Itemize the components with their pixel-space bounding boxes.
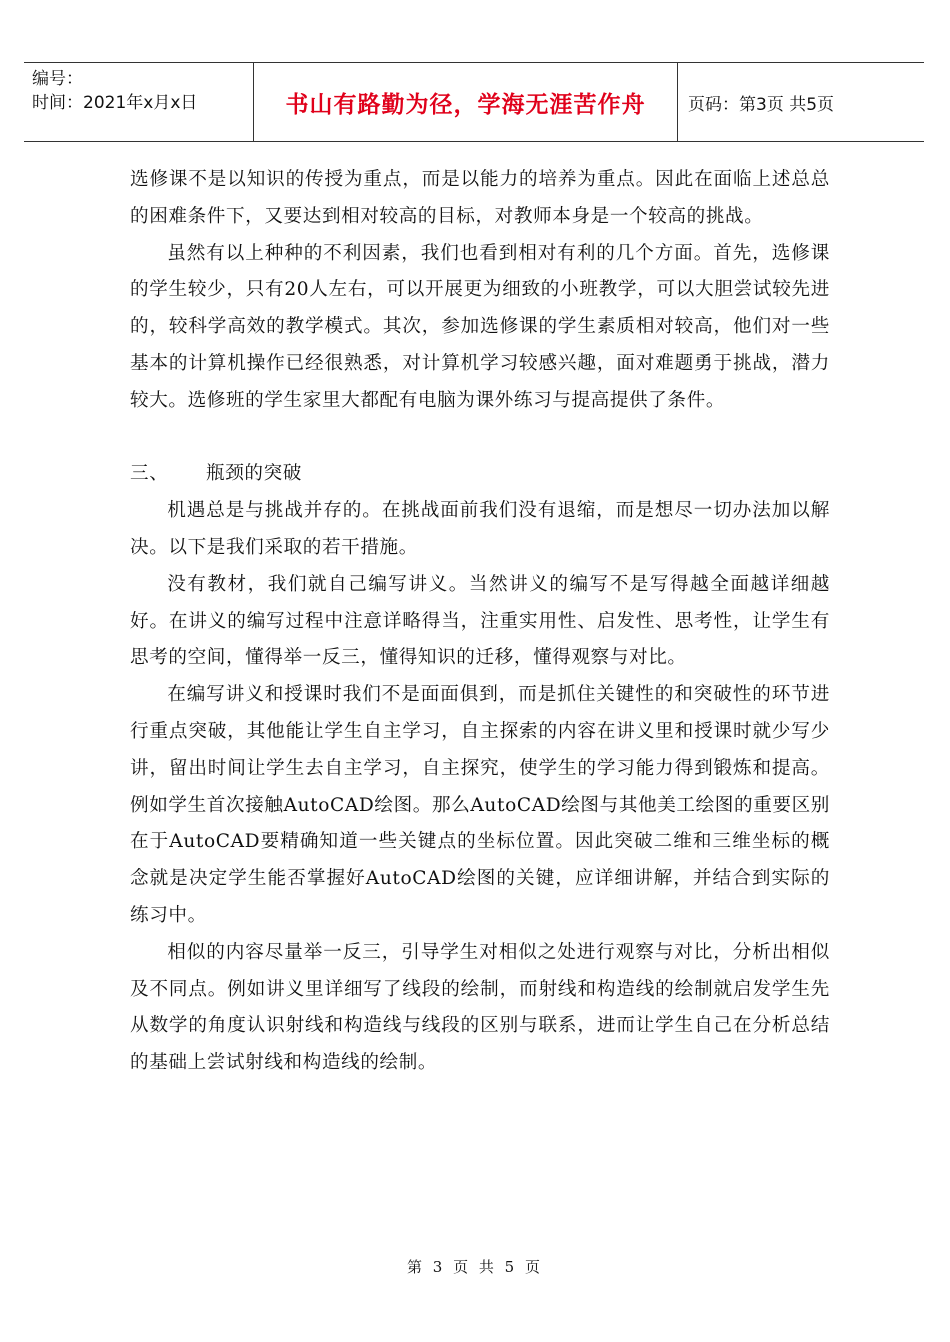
paragraph-4: 没有教材，我们就自己编写讲义。当然讲义的编写不是写得越全面越详细越好。在讲义的编写过程中注意详略得当，注重实用性、启发性、思考性，让学生有思考的空间，懂得举一反三，懂得知识的迁移，懂得观察与对比。 <box>130 573 830 669</box>
paragraph-5: 在编写讲义和授课时我们不是面面俱到，而是抓住关键性的和突破性的环节进行重点突破，其他能让学生自主学习，自主探索的内容在讲义里和授课时就少写少讲，留出时间让学生去自主学习，自主探究，使学生的学习能力得到锻炼和提高。例如学生首次接触AutoCAD绘图。那么AutoCAD绘图与其他美工绘图的重要区别在于AutoCAD要精确知道一些关键点的坐标位置。因此突破二维和三维坐标的概念就是决定学生能否掌握好AutoCAD绘图的关键，应详细讲解，并结合到实际的练习中。 <box>130 684 830 926</box>
paragraph-3: 机遇总是与挑战并存的。在挑战面前我们没有退缩，而是想尽一切办法加以解决。以下是我们采取的若干措施。 <box>130 500 830 558</box>
section-title: 瓶颈的突破 <box>206 463 302 485</box>
page-info-text: 页码：第3页 共5页 <box>688 94 835 115</box>
paragraph-2: 虽然有以上种种的不利因素，我们也看到相对有利的几个方面。首先，选修课的学生较少，只有20人左右，可以开展更为细致的小班教学，可以大胆尝试较先进的，较科学高效的教学模式。其次，参加选修课的学生素质相对较高，他们对一些基本的计算机操作已经很熟悉，对计算机学习较感兴趣，面对难题勇于挑战，潜力较大。选修班的学生家里大都配有电脑为课外练习与提高提供了条件。 <box>130 242 830 411</box>
document-time-label: 时间：2021年x月x日 <box>32 93 198 113</box>
paragraph-1: 选修课不是以知识的传授为重点，而是以能力的培养为重点。因此在面临上述总总的困难条件下，又要达到相对较高的目标，对教师本身是一个较高的挑战。 <box>130 169 830 227</box>
header-motto-cell <box>254 63 678 141</box>
section-heading-3 <box>130 456 830 493</box>
page-footer <box>0 1256 950 1277</box>
document-body <box>130 162 830 1082</box>
document-number-label: 编号： <box>32 69 83 89</box>
header-meta <box>24 63 254 141</box>
paragraph-6: 相似的内容尽量举一反三，引导学生对相似之处进行观察与对比，分析出相似及不同点。例如讲义里详细写了线段的绘制，而射线和构造线的绘制就启发学生先从数学的角度认识射线和构造线与线段的区别与联系，进而让学生自己在分析总结的基础上尝试射线和构造线的绘制。 <box>130 941 830 1074</box>
blank-line <box>130 420 830 457</box>
footer-page-number: 第 3 页 共 5 页 <box>407 1258 543 1276</box>
page-header <box>24 62 924 142</box>
header-motto: 书山有路勤为径，学海无涯苦作舟 <box>285 91 646 118</box>
section-number: 三、 <box>130 463 169 485</box>
header-page-info <box>678 63 924 141</box>
